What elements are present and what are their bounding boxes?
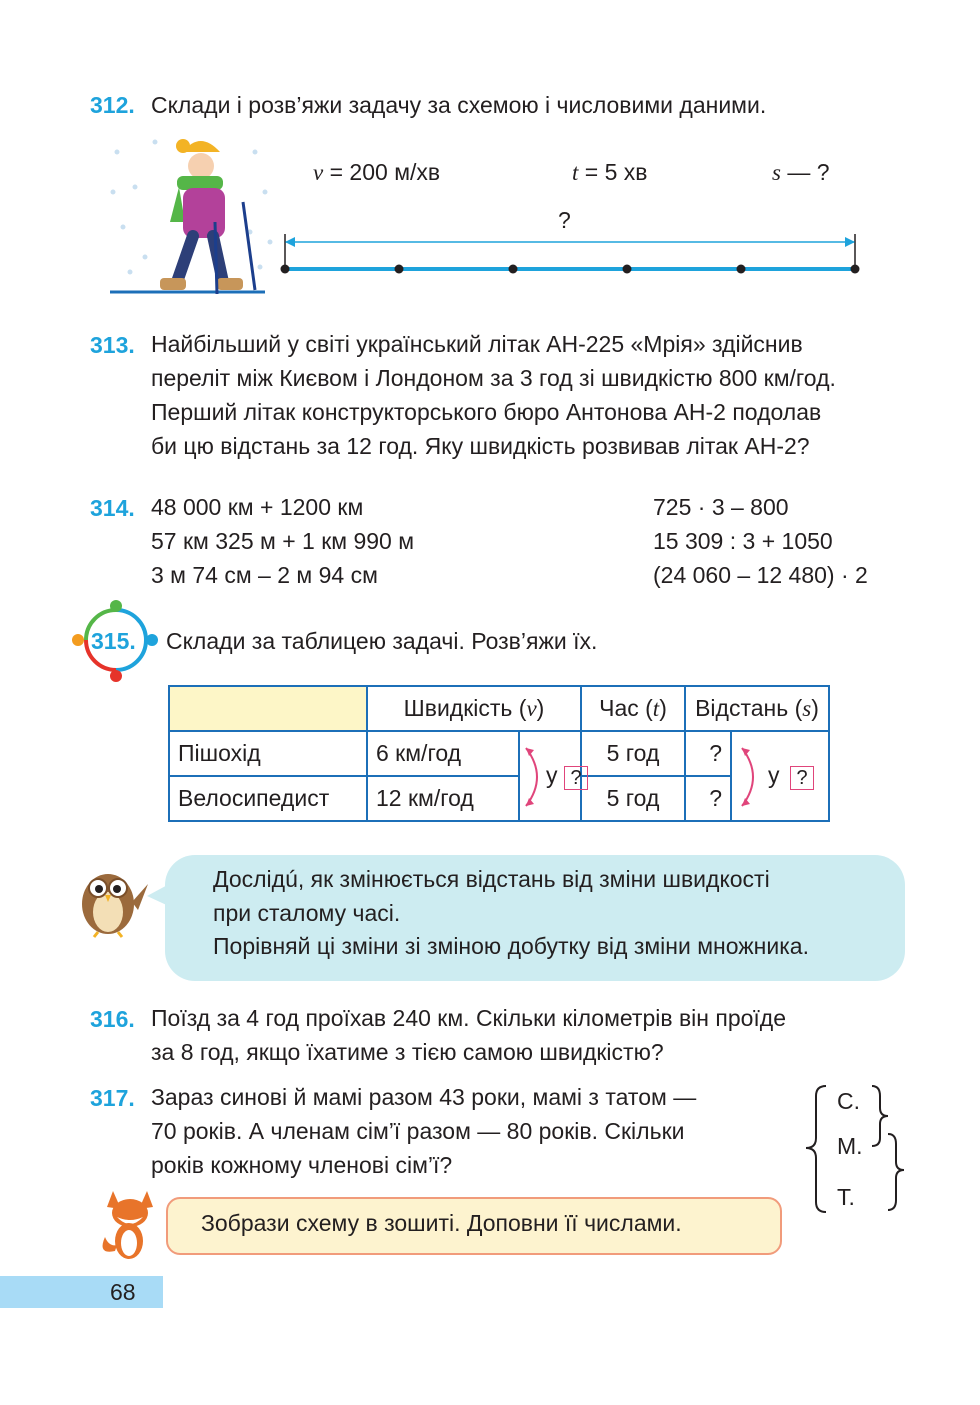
ratio-word: у [546,762,558,788]
expression-left-3: 3 м 74 см – 2 м 94 см [151,562,378,588]
skier-illustration [105,132,275,302]
header-time [581,686,685,731]
arrow-right-head [845,237,855,247]
problem-317-number: 317. [90,1085,135,1111]
page-number: 68 [110,1279,136,1305]
problem-314-number: 314. [90,495,135,521]
problem-316-line-1: Поїзд за 4 год проїхав 240 км. Скільки кілометрів він проїде [151,1005,787,1031]
distance-label [772,155,830,190]
scheme-father-label: Т. [837,1184,855,1210]
table-row [169,731,829,776]
header-speed-label: Швидкість ( [403,695,527,721]
header-empty-cell [169,686,367,731]
problem-313-line-1: Найбільший у світі український літак АН-225 «Мрія» здійснив [151,331,803,357]
problem-317-line-3: років кожному членові сім’ї? [151,1152,453,1178]
problem-316-number: 316. [90,1006,135,1032]
problem-312-number: 312. [90,92,135,118]
time-value: = 5 хв [578,159,648,185]
table-header-row [169,686,829,731]
header-time-label: Час ( [599,695,653,721]
ratio-word: у [768,762,780,788]
fox-illustration [95,1185,165,1265]
owl-bubble-line-2: при сталому часі. [213,900,401,926]
ratio-unknown-box: ? [790,766,814,790]
distance-variable: s [772,160,781,185]
problem-312-text: Склади і розв’яжи задачу за схемою і числовими даними. [151,92,767,118]
speed-label [313,155,440,190]
expression-left-2: 57 км 325 м + 1 км 990 м [151,528,415,554]
row-name: Пішохід [169,731,367,776]
distance-ratio-cell [731,731,829,821]
row-name: Велосипедист [169,776,367,821]
row-speed: 12 км/год [367,776,519,821]
time-label [572,155,648,190]
expression-right-3: (24 060 – 12 480) · 2 [653,562,868,588]
expression-right-1: 725 · 3 – 800 [653,494,789,520]
arrow-left-head [285,237,295,247]
problem-315-number: 315. [91,628,136,654]
distance-ratio-arrow [734,742,764,812]
header-speed [367,686,581,731]
header-distance [685,686,829,731]
table-row [169,776,829,821]
owl-bubble-line-1: Дослідú, як змінюється відстань від зміни швидкості [213,866,770,892]
arrow-question-label: ? [558,207,571,233]
expression-left-1: 48 000 км + 1200 км [151,494,364,520]
page-number-bar [0,1276,163,1308]
speed-time-distance-table [168,685,830,822]
owl-illustration [72,862,152,938]
row-speed: 6 км/год [367,731,519,776]
problem-316-line-2: за 8 год, якщо їхатиме з тією самою швидкістю? [151,1039,664,1065]
distance-value: — ? [780,159,830,185]
speed-variable: v [313,160,324,185]
problem-317-line-1: Зараз синові й мамі разом 43 роки, мамі з татом — [151,1084,697,1110]
row-distance: ? [685,731,731,776]
owl-bubble-line-3: Порівняй ці зміни зі зміною добутку від зміни множника. [213,933,809,959]
problem-315-text: Склади за таблицею задачі. Розв’яжи їх. [166,628,598,654]
row-time: 5 год [581,731,685,776]
row-time: 5 год [581,776,685,821]
row-distance: ? [685,776,731,821]
header-distance-close: ) [811,695,819,721]
time-variable: t [572,160,579,185]
speed-value: = 200 м/хв [323,159,441,185]
bubble-tail [145,880,175,910]
expression-right-2: 15 309 : 3 + 1050 [653,528,833,554]
header-distance-label: Відстань ( [695,695,803,721]
problem-317-line-2: 70 років. А членам сім’ї разом — 80 років. Скільки [151,1118,685,1144]
ratio-unknown-box: ? [564,766,588,790]
speed-ratio-cell [519,731,581,821]
problem-313-line-4: би цю відстань за 12 год. Яку швидкість розвивав літак АН-2? [151,433,810,459]
header-distance-var: s [802,696,812,721]
distance-scheme [275,228,865,280]
problem-313-line-3: Перший літак конструкторського бюро Антонова АН-2 подолав [151,399,822,425]
header-time-var: t [652,696,660,721]
header-time-close: ) [659,695,667,721]
scheme-mother-label: М. [837,1133,863,1159]
header-speed-var: v [526,696,537,721]
problem-313-line-2: переліт між Києвом і Лондоном за 3 год зі швидкістю 800 км/год. [151,365,836,391]
fox-tip-text: Зобрази схему в зошиті. Доповни її числами. [201,1210,682,1236]
problem-313-number: 313. [90,332,135,358]
scheme-son-label: С. [837,1088,860,1114]
header-speed-close: ) [536,695,545,721]
